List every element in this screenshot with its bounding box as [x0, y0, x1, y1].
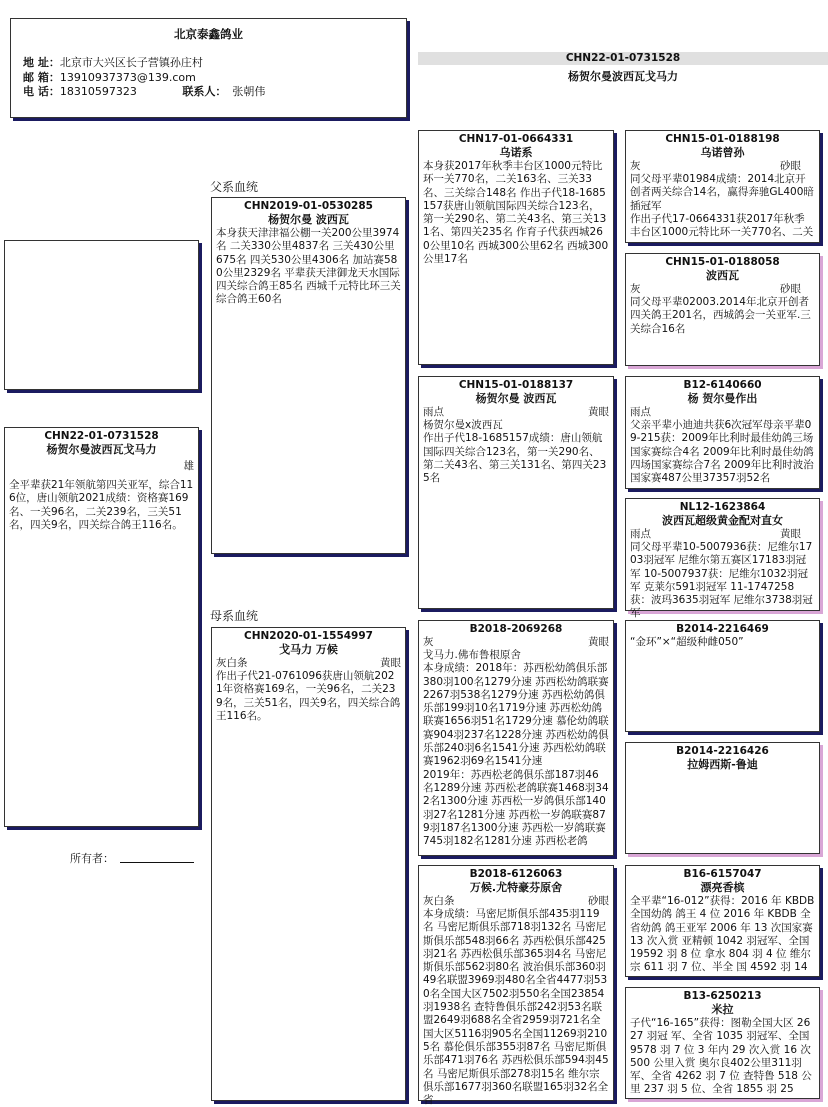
- ssd-ring: CHN15-01-0188058: [665, 256, 780, 268]
- dss-ring: B2014-2216469: [676, 623, 769, 635]
- dd-text: 本身成绩：马密尼斯俱乐部435羽119名 马密尼斯俱乐部718羽132名 马密尼斯俱乐部548羽66名 苏西松俱乐部425羽21名 苏西松俱乐部365羽4名 马密尼斯俱乐部562羽80名 波治俱乐部360羽49名联盟3969羽480名全省4477羽530名全国大区7502羽550名全国23854羽1938名 查特鲁俱乐部242羽53名联盟2649羽688名全省2959羽721名全国大区5116羽905名全国11269羽2105名 慕伦俱乐部355羽87名 马密尼斯俱乐部471羽76名 苏西松俱乐部594羽45名 马密尼斯俱乐部278羽15名 维尔宗俱乐部1677羽360名联盟165羽32名全省: [423, 908, 609, 1107]
- phone-line: [23, 83, 265, 99]
- ssd-color: 灰: [630, 283, 641, 295]
- sdd-color-row: [626, 528, 819, 541]
- sire-ring: CHN2019-01-0530285: [244, 200, 373, 212]
- sss-card: [625, 130, 820, 243]
- sss-color: 灰: [630, 160, 641, 172]
- paternal-label: 父系血统: [210, 180, 259, 194]
- address-value: 北京市大兴区长子营镇孙庄村: [59, 56, 203, 69]
- sss-ring: CHN15-01-0188198: [665, 133, 780, 145]
- subject-sex-row: [5, 460, 198, 473]
- subject-ring: CHN22-01-0731528: [44, 430, 159, 442]
- email-label: 邮 箱：: [23, 71, 60, 84]
- dss-text: “金环”×“超级种雌050”: [630, 636, 744, 648]
- ssd-eye: 砂眼: [780, 283, 801, 295]
- dss-card: [625, 620, 820, 732]
- owner-signature-line: [120, 862, 194, 863]
- top-pigeon-name: 杨贺尔曼波西瓦戈马力: [568, 70, 678, 83]
- ddd-card: [625, 987, 820, 1099]
- subject-pigeon-card: [4, 427, 199, 827]
- breeder-title: 北京泰鑫鸽业: [174, 27, 243, 41]
- ddd-text: 子代“16-165”获得：图勒全国大区 2627 羽冠 军、全省 1035 羽冠军、全国 9578 羽 7 位 3 年内 29 次入赏 16 次 500 公里入赏 奥尔良402公里311羽 军、全省 4262 羽 7 位 查特鲁 518 公里 237 羽 5 位、全省 1855 羽 25: [630, 1017, 815, 1096]
- dd-color: 灰白条: [423, 895, 455, 907]
- sds-text: 父亲平辈小迪迪共获6次冠军母亲平辈09-215获：2009年比利时最佳幼鸽三场国家赛综合4名 2009年比利时最佳幼鸽四场国家赛综合7名 2009年比利时波治国家赛487公里37357羽52名: [630, 419, 814, 485]
- dd-eye: 砂眼: [588, 895, 609, 907]
- dd-color-row: [419, 895, 613, 908]
- breeder-info-panel: [10, 18, 407, 118]
- dam-eye: 黄眼: [380, 657, 401, 669]
- sds-ring: B12-6140660: [683, 379, 762, 391]
- email-value: 13910937373@139.com: [59, 71, 196, 84]
- dam-card: [211, 627, 406, 1101]
- sss-color-row: [626, 160, 819, 173]
- dds-card: [625, 865, 820, 977]
- sss-text: 同父母平辈01984成绩：2014北京开创者两关综合14名，赢得奔驰GL400暗插冠军 作出子代17-0664331获2017年秋季丰台区1000元特比环一关770名、二关: [630, 173, 814, 239]
- ds-color-row: [419, 636, 613, 649]
- sds-name: 杨 贺尔曼作出: [687, 392, 758, 405]
- sd-name: 杨贺尔曼 波西瓦: [475, 392, 557, 405]
- sd-color: 雨点: [423, 406, 444, 418]
- dsd-name: 拉姆西斯-鲁迪: [687, 758, 758, 771]
- subject-text: 全平辈获21年领航第四关亚军，综合116位，唐山领航2021成绩：资格赛169名、一关96名，二关239名，三关51名，四关9名，四关综合鸽王116名。: [9, 479, 194, 531]
- sdd-color: 雨点: [630, 528, 651, 540]
- ds-ring: B2018-2069268: [469, 623, 563, 635]
- dds-name: 漂亮香槟: [700, 881, 745, 894]
- sdd-text: 同父母平辈10-5007936获：尼维尔1703羽冠军 尼维尔第五赛区17183羽冠军 10-5007937获：尼维尔1032羽冠军 克莱尔591羽冠军 11-1747258获：波玛3635羽冠军 尼维尔3738羽冠军: [630, 541, 813, 620]
- ddd-name: 米拉: [711, 1003, 734, 1016]
- dam-color: 灰白条: [216, 657, 248, 669]
- ds-text: 戈马力.佛布鲁根原舍 本身成绩：2018年：苏西松幼鸽俱乐部380羽100名1279分速 苏西松幼鸽联赛2267羽538名1279分速 苏西松幼鸽俱乐部199羽10名1719分速 苏西松幼鸽联赛1656羽51名1729分速 慕伦幼鸽联赛904羽237名1228分速 苏西松幼鸽俱乐部240羽6名1541分速 苏西松幼鸽联赛1962羽69名1541分速 2019年：苏西松老鸽俱乐部187羽46名1289分速 苏西松老鸽联赛1468羽342名1300分速 苏西松一岁鸽俱乐部140羽27名1281分速 苏西松一岁鸽联赛879羽187名1300分速 苏西松一岁鸽联赛745羽182名1281分速 苏西松老鸽: [423, 649, 609, 848]
- sss-eye: 砂眼: [780, 160, 801, 172]
- subject-sex: 雄: [183, 460, 194, 472]
- dam-sire-card: [418, 620, 614, 856]
- sdd-card: [625, 498, 820, 620]
- sds-color: 雨点: [630, 406, 651, 418]
- dd-name: 万候.尤特豪芬原舍: [469, 881, 563, 894]
- contact-value: 张朝伟: [232, 85, 266, 98]
- dam-color-row: [212, 657, 405, 670]
- top-ring-number: CHN22-01-0731528: [418, 52, 828, 65]
- dam-name: 戈马力 万候: [279, 643, 338, 656]
- maternal-label: 母系血统: [210, 609, 259, 623]
- sss-name: 乌诺曾孙: [700, 146, 745, 159]
- phone-value: 18310597323: [59, 85, 137, 98]
- sd-color-row: [419, 406, 613, 419]
- sd-text: 杨贺尔曼x波西瓦 作出子代18-1685157成绩：唐山领航国际四关综合123名，第一关290名、第二关43名、第三关131名、第四关235名: [423, 419, 607, 485]
- contact-label: 联系人：: [182, 85, 227, 98]
- sire-name: 杨贺尔曼 波西瓦: [268, 213, 349, 226]
- sire-dam-card: [418, 376, 614, 609]
- sdd-name: 波西瓦超级黄金配对直女: [662, 514, 783, 527]
- photo-placeholder: [4, 240, 199, 390]
- sire-text: 本身获天津津福公棚一关200公里3974名 二关330公里4837名 三关430公里675名 四关530公里4306名 加站赛580公里2329名 平辈获天津御龙天水国际四关综合鸽王85名 西城千元特比环三关综合鸽王60名: [216, 227, 401, 306]
- ddd-ring: B13-6250213: [683, 990, 762, 1002]
- sds-color-row: [626, 406, 819, 419]
- dd-ring: B2018-6126063: [469, 868, 563, 880]
- address-line: [23, 54, 203, 70]
- dsd-card: [625, 742, 820, 854]
- ds-color: 灰: [423, 636, 434, 648]
- subject-name: 杨贺尔曼波西瓦戈马力: [46, 443, 157, 456]
- ss-ring: CHN17-01-0664331: [458, 133, 574, 145]
- owner-label: 所有者：: [70, 852, 114, 865]
- ss-name: 乌诺系: [499, 146, 533, 159]
- dam-dam-card: [418, 865, 614, 1107]
- dsd-ring: B2014-2216426: [676, 745, 769, 757]
- sds-card: [625, 376, 820, 489]
- ssd-text: 同父母平辈02003.2014年北京开创者四关鸽王201名，西城鸽会一关亚军.三关综合16名: [630, 296, 811, 335]
- dds-text: 全平辈“16-012”获得：2016 年 KBDB 全国幼鸽 鸽王 4 位 2016 年 KBDB 全省幼鸽 鸽王亚军 2006 年 13 次国家赛 13 次入赏 亚精顿 1042 羽冠军、全国 19592 羽 8 位 拿水 804 羽 4 位 维尔宗 611 羽 7 位、半全 国 4592 羽 14: [630, 895, 818, 974]
- phone-label: 电 话：: [23, 85, 60, 98]
- sdd-eye: 黄眼: [780, 528, 801, 540]
- sire-sire-card: [418, 130, 614, 365]
- ds-eye: 黄眼: [588, 636, 609, 648]
- ssd-card: [625, 253, 820, 366]
- ss-text: 本身获2017年秋季丰台区1000元特比环一关770名，二关163名、三关33名、三关综合148名 作出子代18-1685157获唐山领航国际四关综合123名，第一关290名、第二关43名、第三关131名、第四关235名 作育子代获西城260公里10名 西城300公里62名 西城300公里17名: [423, 160, 609, 266]
- ssd-name: 波西瓦: [706, 269, 739, 282]
- sd-eye: 黄眼: [588, 406, 609, 418]
- ssd-color-row: [626, 283, 819, 296]
- dam-ring: CHN2020-01-1554997: [244, 630, 373, 642]
- dds-ring: B16-6157047: [683, 868, 762, 880]
- sd-ring: CHN15-01-0188137: [458, 379, 574, 391]
- sdd-ring: NL12-1623864: [679, 501, 766, 513]
- address-label: 地 址：: [23, 56, 60, 69]
- dam-text: 作出子代21-0761096获唐山领航2021年资格赛169名，一关96名，二关239名，三关51名，四关9名，四关综合鸽王116名。: [216, 670, 401, 722]
- sire-card: [211, 197, 406, 554]
